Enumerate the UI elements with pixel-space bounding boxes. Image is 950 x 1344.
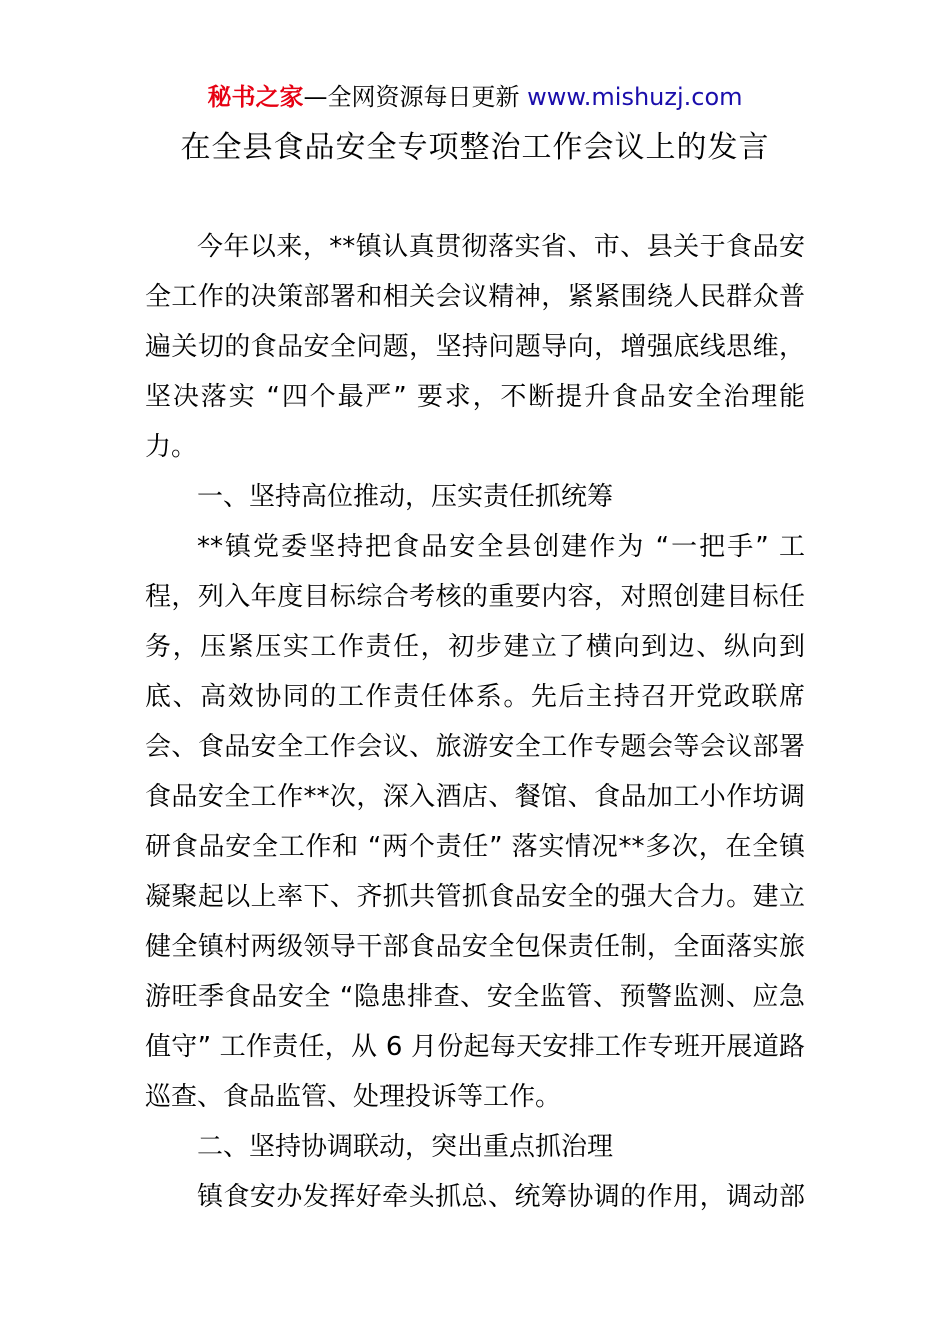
paragraph-line: 底、高效协同的工作责任体系。先后主持召开党政联席 (145, 682, 805, 712)
paragraph-line: 健全镇村两级领导干部食品安全包保责任制，全面落实旅 (145, 932, 805, 962)
paragraph-line: 游旺季食品安全 “隐患排查、安全监管、预警监测、应急 (145, 982, 805, 1012)
site-header (0, 80, 950, 114)
site-brand: 秘书之家 (207, 83, 304, 111)
paragraph-line: 食品安全工作**次，深入酒店、餐馆、食品加工小作坊调 (145, 782, 805, 812)
paragraph-line: 力。 (145, 432, 198, 462)
paragraph-line: 遍关切的食品安全问题，坚持问题导向，增强底线思维， (145, 332, 805, 362)
section-heading-1: 一、坚持高位推动，压实责任抓统筹 (197, 482, 614, 512)
site-slogan: —全网资源每日更新 (303, 83, 528, 111)
paragraph-line: 程，列入年度目标综合考核的重要内容，对照创建目标任 (145, 582, 805, 612)
paragraph-line: 巡查、食品监管、处理投诉等工作。 (145, 1082, 562, 1112)
site-url-link[interactable]: www.mishuzj.com (527, 83, 743, 111)
document-title: 在全县食品安全专项整治工作会议上的发言 (180, 130, 770, 165)
paragraph-line: **镇党委坚持把食品安全县创建作为 “一把手” 工 (197, 532, 805, 562)
section-heading-2: 二、坚持协调联动，突出重点抓治理 (197, 1132, 614, 1162)
paragraph-line: 研食品安全工作和 “两个责任” 落实情况**多次，在全镇 (145, 832, 805, 862)
paragraph-line: 会、食品安全工作会议、旅游安全工作专题会等会议部署 (145, 732, 805, 762)
paragraph-line: 凝聚起以上率下、齐抓共管抓食品安全的强大合力。建立 (145, 882, 805, 912)
paragraph-line: 务，压紧压实工作责任，初步建立了横向到边、纵向到 (145, 632, 805, 662)
paragraph-line: 镇食安办发挥好牵头抓总、统筹协调的作用，调动部 (197, 1182, 805, 1212)
paragraph-line: 全工作的决策部署和相关会议精神，紧紧围绕人民群众普 (145, 282, 805, 312)
document-body (145, 222, 805, 1222)
paragraph-line: 今年以来，**镇认真贯彻落实省、市、县关于食品安 (197, 232, 805, 262)
paragraph-line: 坚决落实 “四个最严” 要求，不断提升食品安全治理能 (145, 382, 805, 412)
paragraph-line: 值守” 工作责任，从 6 月份起每天安排工作专班开展道路 (145, 1032, 805, 1062)
